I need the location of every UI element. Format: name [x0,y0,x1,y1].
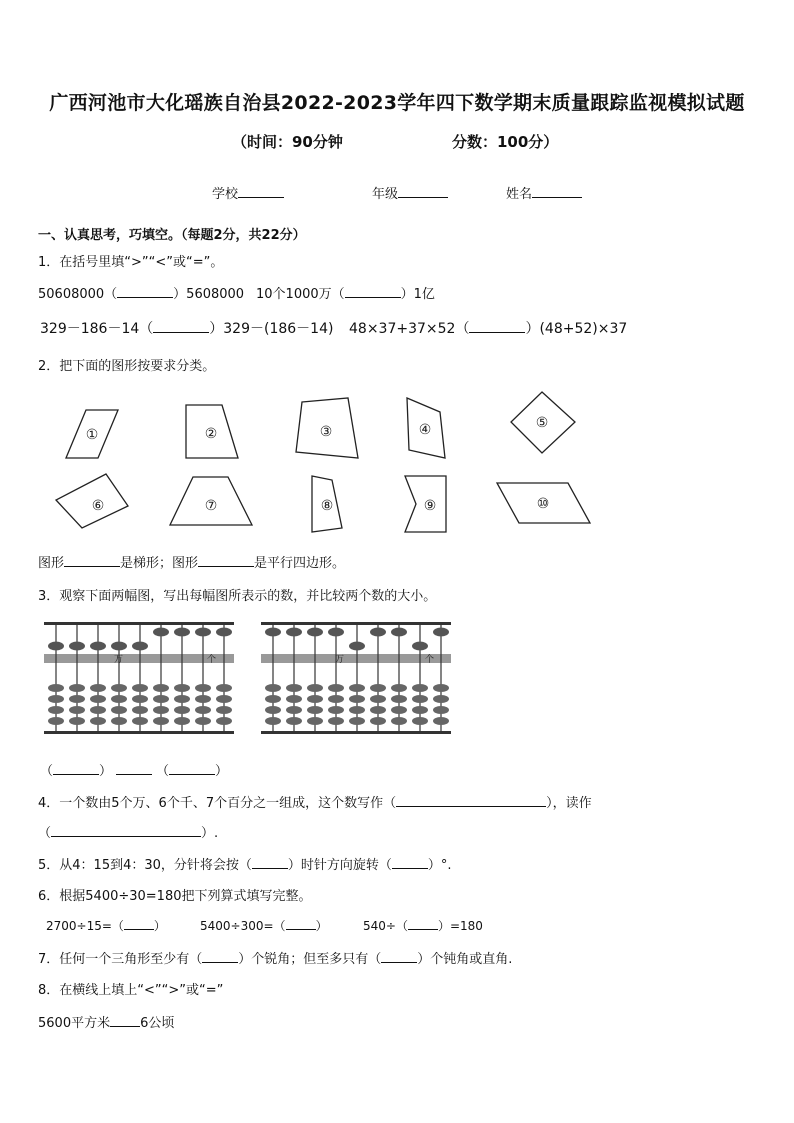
q2-answer [38,552,345,571]
q2-answer-b: 是梯形；图形 [120,556,199,571]
q1-c-left: 329－186－14（ [40,321,154,337]
grade-field [372,183,448,202]
name-field [506,183,582,202]
abacus-bead [216,717,232,725]
abacus-bead [265,706,281,714]
abacus-right-unit-mark: 个 [425,655,435,665]
abacus-bead [328,684,344,692]
q6-a-text: 2700÷15=（ [46,919,124,933]
abacus-left [44,620,234,736]
abacus-bead [391,684,407,692]
shape-label-2: ② [204,426,218,442]
q5-direction-blank[interactable] [252,855,288,869]
q4-text-d: ）. [201,826,219,841]
abacus-bead [433,717,449,725]
abacus-bead [412,684,428,692]
section-1-heading: 一、认真思考，巧填空。（每题2分，共22分） [38,228,306,243]
abacus-bead [307,717,323,725]
abacus-bead [153,695,169,703]
abacus-bead [412,717,428,725]
abacus-bead [132,684,148,692]
abacus-bead [412,642,428,651]
abacus-bead [69,717,85,725]
abacus-bead [370,706,386,714]
q8-a-left: 5600平方米 [38,1016,111,1031]
q6-c-end: ）=180 [437,919,483,933]
abacus-bead [174,717,190,725]
q1-c [40,318,333,338]
abacus-left-unit-mark: 个 [207,655,217,665]
abacus-bead [90,695,106,703]
abacus-bead [328,717,344,725]
abacus-bead [48,695,64,703]
q1-a-right: ）5608000 [173,287,245,302]
abacus-bead [370,684,386,692]
school-blank[interactable] [238,184,284,198]
abacus-bead [69,695,85,703]
abacus-bead [90,706,106,714]
abacus-bead [433,706,449,714]
abacus-bead [286,695,302,703]
abacus-bead [216,695,232,703]
abacus-bead [265,628,281,637]
abacus-bead [174,695,190,703]
school-field [212,183,284,202]
q7-c: ）个钝角或直角. [417,952,513,967]
abacus-bead [433,628,449,637]
abacus-bead [391,695,407,703]
time-label: （时间：90分钟 [232,133,343,151]
abacus-bead [216,706,232,714]
abacus-bead [153,717,169,725]
abacus-bead [69,642,85,651]
q5-b: ）时针方向旋转（ [287,858,392,873]
abacus-bead [69,706,85,714]
abacus-bead [286,628,302,637]
abacus-bead [48,717,64,725]
q2-answer-a: 图形 [38,556,65,571]
abacus-bead [153,628,169,637]
shape-label-5: ⑤ [535,415,549,431]
abacus-bead [349,695,365,703]
q7-a: 7．任何一个三角形至少有（ [38,952,203,967]
q6-c [363,916,483,934]
shape-label-8: ⑧ [320,498,334,514]
abacus-bead [370,628,386,637]
q6-a-close: ） [153,919,166,933]
abacus-bead [307,684,323,692]
q8-a [38,1012,174,1031]
q1-c-right: ）329－(186－14) [209,321,334,337]
q1-text: 1．在括号里填“>”“<”或“=”。 [38,255,224,270]
q6-c-blank[interactable] [408,916,438,930]
q7-obtuse-blank[interactable] [381,949,417,963]
q6-c-text: 540÷（ [363,919,408,933]
abacus-bead [307,695,323,703]
q1-a-left: 50608000（ [38,287,118,302]
abacus-bead [349,706,365,714]
q1-c-blank[interactable] [153,319,209,333]
abacus-bead [132,695,148,703]
q1-b-left: 10个1000万（ [256,287,345,302]
abacus-bead [370,695,386,703]
abacus-bead [174,706,190,714]
abacus-bead [370,717,386,725]
q2-answer-c: 是平行四边形。 [254,556,346,571]
q2-text: 2．把下面的图形按要求分类。 [38,359,216,374]
q1-b-right: ）1亿 [400,287,435,302]
q6-a-blank[interactable] [124,916,154,930]
q4-line-2 [38,822,218,841]
q7-b: ）个锐角；但至多只有（ [238,952,382,967]
abacus-bead [391,706,407,714]
q3-paren-close-1: ） [99,764,113,779]
abacus-bead [412,706,428,714]
q6-a [46,916,166,934]
shape-label-7: ⑦ [204,498,218,514]
q5-degree-blank[interactable] [392,855,428,869]
abacus-bead [286,684,302,692]
q1-d-left: 48×37+37×52（ [349,321,470,337]
q3-right-number-blank[interactable] [169,761,215,775]
abacus-bead [90,717,106,725]
abacus-bead [111,695,127,703]
abacus-bead [111,642,127,651]
q4-line-1 [38,792,592,811]
name-blank[interactable] [532,184,582,198]
shape-label-6: ⑥ [91,498,105,514]
abacus-bead [328,706,344,714]
abacus-bead [391,717,407,725]
shape-label-10: ⑩ [536,496,550,512]
abacus-bead [349,642,365,651]
abacus-bead [195,695,211,703]
abacus-bead [153,706,169,714]
abacus-bead [69,684,85,692]
abacus-bead [132,717,148,725]
q2-trapezoid-blank[interactable] [64,553,120,567]
grade-blank[interactable] [398,184,448,198]
abacus-bead [307,628,323,637]
abacus-bead [286,706,302,714]
q6-b-blank[interactable] [286,916,316,930]
q1-d-right: ）(48+52)×37 [525,321,628,337]
q3-text: 3．观察下面两幅图，写出每幅图所表示的数，并比较两个数的大小。 [38,589,437,604]
abacus-bead [349,717,365,725]
q8-text: 8．在横线上填上“<”“>”或“=” [38,983,224,998]
q6-b-close: ） [315,919,328,933]
q4-read-blank[interactable] [51,823,201,837]
abacus-left-place-mark: 万 [114,655,124,665]
shapes-figure [0,380,794,540]
abacus-right [261,620,451,736]
grade-label: 年级 [372,187,399,202]
abacus-bead [90,684,106,692]
abacus-bead [48,642,64,651]
abacus-bead [412,695,428,703]
abacus-bead [265,695,281,703]
abacus-bead [195,684,211,692]
abacus-bead [349,684,365,692]
abacus-bead [153,684,169,692]
school-label: 学校 [212,187,239,202]
abacus-bead [216,628,232,637]
q3-paren-open-2: （ [156,764,170,779]
q3-left-number-blank[interactable] [53,761,99,775]
abacus-bead [195,628,211,637]
q4-text-a: 4．一个数由5个万、6个千、7个百分之一组成，这个数写作（ [38,796,397,811]
q3-answer [40,760,228,779]
q1-b-blank[interactable] [345,284,401,298]
abacus-bead [433,684,449,692]
abacus-bead [111,684,127,692]
abacus-bead [265,684,281,692]
q7 [38,948,512,967]
q6-b [200,916,328,934]
abacus-bead [195,717,211,725]
q8-a-blank[interactable] [110,1013,140,1027]
q5 [38,854,452,873]
abacus-bead [307,706,323,714]
q6-b-text: 5400÷300=（ [200,919,286,933]
q3-paren-close-2: ） [215,764,229,779]
shape-label-4: ④ [418,422,432,438]
q7-acute-blank[interactable] [202,949,238,963]
q3-compare-blank[interactable] [116,761,152,775]
abacus-bead [195,706,211,714]
q5-c: ）°. [427,858,452,873]
abacus-bead [328,628,344,637]
q3-paren-open-1: （ [40,764,54,779]
abacus-bead [48,684,64,692]
abacus-bead [174,684,190,692]
q8-a-right: 6公顷 [140,1016,175,1031]
abacus-bead [391,628,407,637]
shape-label-3: ③ [319,424,333,440]
name-label: 姓名 [506,187,533,202]
q1-b [256,283,435,302]
abacus-bead [111,706,127,714]
abacus-bead [132,642,148,651]
abacus-bead [216,684,232,692]
q4-text-b: ），读作 [546,796,592,811]
score-label: 分数：100分） [452,133,559,151]
abacus-bead [90,642,106,651]
q1-a [38,283,244,302]
q1-d-blank[interactable] [469,319,525,333]
q4-write-blank[interactable] [396,793,546,807]
abacus-bead [174,628,190,637]
q1-a-blank[interactable] [117,284,173,298]
q2-parallelogram-blank[interactable] [198,553,254,567]
q6-text: 6．根据5400÷30=180把下列算式填写完整。 [38,889,312,904]
abacus-bead [132,706,148,714]
abacus-bead [286,717,302,725]
abacus-bead [265,717,281,725]
shape-label-9: ⑨ [423,498,437,514]
abacus-bead [111,717,127,725]
abacus-bead [328,695,344,703]
abacus-bead [48,706,64,714]
exam-title: 广西河池市大化瑶族自治县2022-2023学年四下数学期末质量跟踪监视模拟试题 [49,92,745,114]
q4-text-c: （ [38,826,52,841]
shape-label-1: ① [85,427,99,443]
q5-a: 5．从4：15到4：30，分针将会按（ [38,858,252,873]
abacus-bead [433,695,449,703]
abacus-right-place-mark: 万 [335,655,345,665]
q1-d [349,318,627,338]
